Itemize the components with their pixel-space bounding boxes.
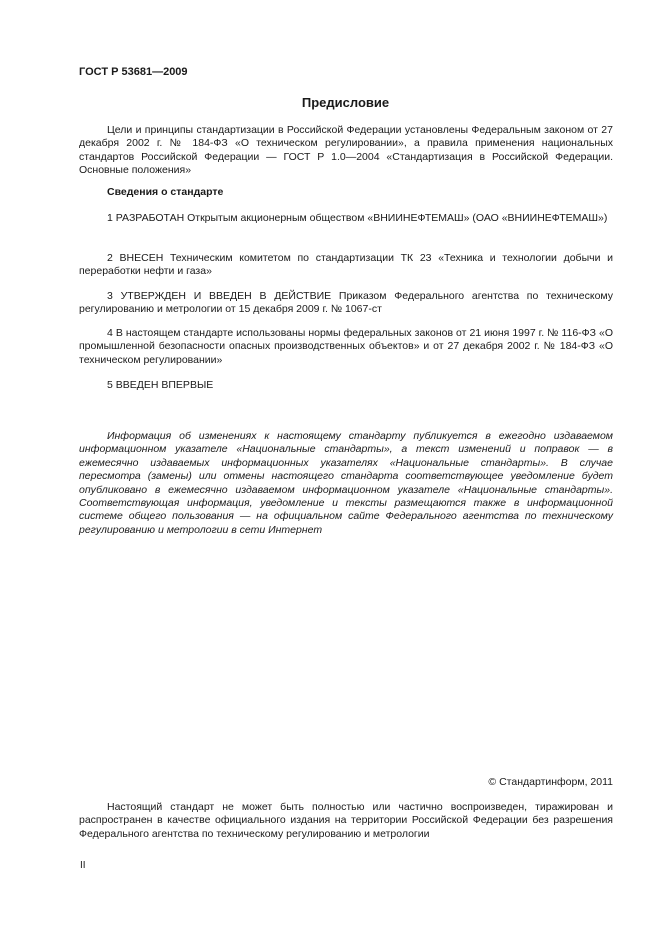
standard-info-item-1: [79, 212, 613, 225]
notice-text: Информация об изменениях к настоящему стандарту публикуется в ежегодно издаваемом информационном указателе «Национальные стандарты», а текст изменений и поправок — в ежемесячно издаваемых информационных указателях «Национальные стандарты». В случае пересмотра (замены) или отмены настоящего стандарта соответствующее уведомление будет опубликовано в ежемесячно издаваемом информационном указателе «Национальные стандарты». Соответствующая информация, уведомление и тексты размещаются также в информационной системе общего пользования — на официальном сайте Федерального агентства по техническому регулированию и метрологии в сети Интернет: [79, 430, 613, 536]
item-3-text: 3 УТВЕРЖДЕН И ВВЕДЕН В ДЕЙСТВИЕ Приказом Федерального агентства по техническому регулированию и метрологии от 15 декабря 2009 г. № 1067-ст: [79, 290, 613, 316]
item-1-text: 1 РАЗРАБОТАН Открытым акционерным обществом «ВНИИНЕФТЕМАШ» (ОАО «ВНИИНЕФТЕМАШ»): [107, 212, 608, 224]
item-2-text: 2 ВНЕСЕН Техническим комитетом по стандартизации ТК 23 «Техника и технологии добычи и переработки нефти и газа»: [79, 252, 613, 278]
section-heading: Сведения о стандарте: [107, 186, 224, 198]
standard-info-item-4: [79, 327, 613, 367]
legal-text: Настоящий стандарт не может быть полностью или частично воспроизведен, тиражирован и распространен в качестве официального издания на территории Российской Федерации без разрешения Федерального агентства по техническому регулированию и метрологии: [79, 801, 613, 840]
standard-info-item-5: [79, 379, 613, 392]
notice-paragraph: [79, 430, 613, 537]
standard-info-item-2: [79, 252, 613, 279]
section-heading-block: [79, 186, 613, 199]
intro-paragraph: [79, 124, 613, 178]
standard-info-item-3: [79, 290, 613, 317]
page-number: II: [80, 860, 86, 871]
intro-text: Цели и принципы стандартизации в Российской Федерации установлены Федеральным законом от 27 декабря 2002 г. № 184-ФЗ «О техническом регулировании», а правила применения национальных стандартов Российской Федерации — ГОСТ Р 1.0—2004 «Стандартизация в Российской Федерации. Основные положения»: [79, 124, 613, 177]
legal-paragraph: [79, 801, 613, 841]
document-id: ГОСТ Р 53681—2009: [79, 66, 188, 78]
item-5-text: 5 ВВЕДЕН ВПЕРВЫЕ: [107, 379, 214, 391]
page-title: Предисловие: [301, 95, 390, 110]
copyright-line: © Стандартинформ, 2011: [488, 776, 613, 788]
item-4-text: 4 В настоящем стандарте использованы нормы федеральных законов от 21 июня 1997 г. № 116-ФЗ «О промышленной безопасности опасных производственных объектов» и от 27 декабря 2002 г. № 184-ФЗ «О техническом регулировании»: [79, 327, 613, 366]
